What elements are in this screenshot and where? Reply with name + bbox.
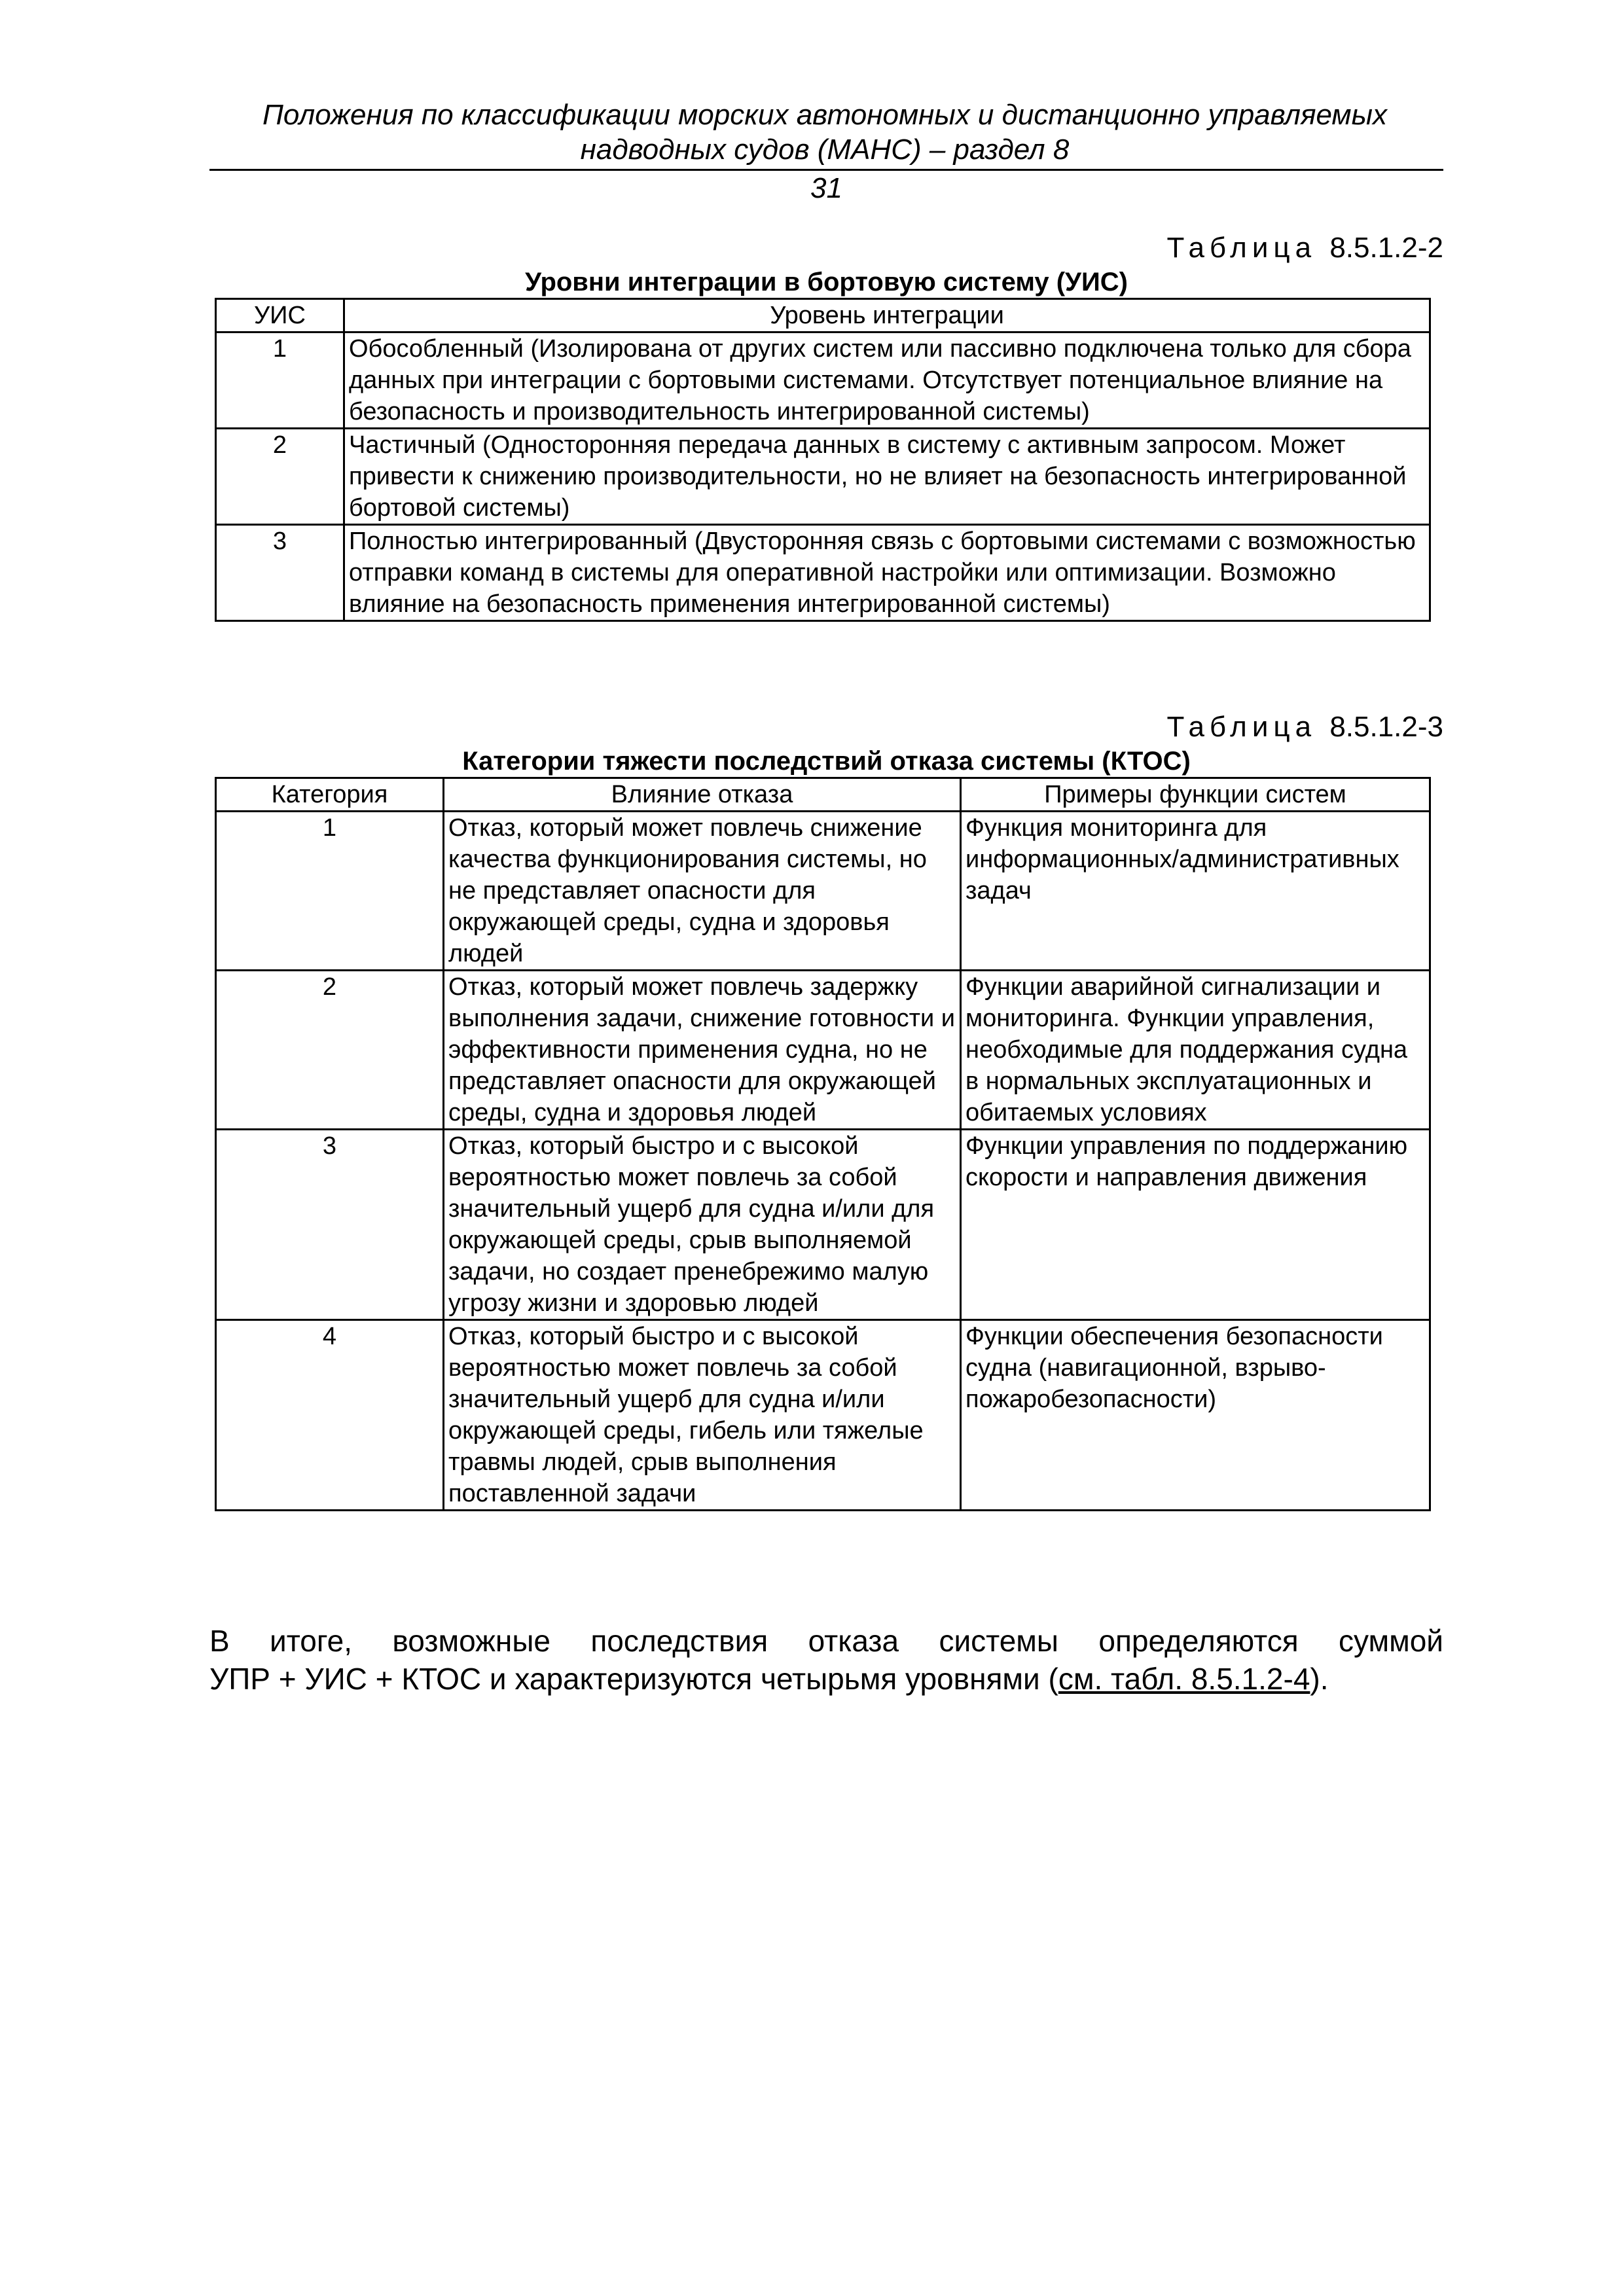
table1-number-value: 8.5.1.2-2	[1329, 232, 1443, 264]
table-row	[216, 1320, 1430, 1511]
uis-description-cell: Обособленный (Изолирована от других систем или пассивно подключена только для сбора данных при интеграции с бортовыми системами. Отсутствует потенциальное влияние на безопасность и производительность интегрированной системы)	[344, 332, 1430, 429]
uis-level-cell: 3	[216, 525, 344, 621]
table-row	[216, 525, 1430, 621]
examples-cell: Функции обеспечения безопасности судна (навигационной, взрыво-пожаробезопасности)	[961, 1320, 1430, 1511]
running-header-line1: Положения по классификации морских автономных и дистанционно управляемых	[262, 99, 1387, 131]
header-rule	[209, 169, 1443, 171]
category-cell: 2	[216, 971, 444, 1130]
category-cell: 4	[216, 1320, 444, 1511]
table-reference-link[interactable]: см. табл. 8.5.1.2-4	[1058, 1662, 1310, 1696]
table2-title: Категории тяжести последствий отказа системы (КТОС)	[462, 747, 1191, 776]
conclusion-text: УПР + УИС + КТОС и характеризуются четырьмя уровнями (	[209, 1662, 1058, 1696]
conclusion-text-end: ).	[1310, 1662, 1329, 1696]
table-row	[216, 812, 1430, 971]
column-header-uis: УИС	[216, 299, 344, 332]
category-cell: 1	[216, 812, 444, 971]
table1-label: Таблица	[1166, 232, 1317, 264]
column-header-examples: Примеры функции систем	[961, 778, 1430, 812]
conclusion-paragraph	[209, 1622, 1443, 1698]
table-row	[216, 429, 1430, 525]
examples-cell: Функция мониторинга для информационных/административных задач	[961, 812, 1430, 971]
column-header-impact: Влияние отказа	[444, 778, 961, 812]
running-header-line2: надводных судов (МАНС) – раздел 8	[580, 134, 1070, 166]
table2-number-value: 8.5.1.2-3	[1329, 711, 1443, 743]
table-row	[216, 1130, 1430, 1320]
table-header-row	[216, 299, 1430, 332]
table2-number	[1167, 710, 1443, 744]
impact-cell: Отказ, который может повлечь задержку выполнения задачи, снижение готовности и эффективности применения судна, но не представляет опасности для окружающей среды, судна и здоровья людей	[444, 971, 961, 1130]
impact-cell: Отказ, который быстро и с высокой вероятностью может повлечь за собой значительный ущерб для судна и/или окружающей среды, гибель или тяжелые травмы людей, срыв выполнения поставленной задачи	[444, 1320, 961, 1511]
column-header-level: Уровень интеграции	[344, 299, 1430, 332]
page-number: 31	[810, 172, 842, 204]
failure-severity-table	[215, 777, 1431, 1511]
table-row	[216, 971, 1430, 1130]
uis-description-cell: Частичный (Односторонняя передача данных в систему с активным запросом. Может привести к снижению производительности, но не влияет на безопасность интегрированной бортовой системы)	[344, 429, 1430, 525]
uis-level-cell: 2	[216, 429, 344, 525]
category-cell: 3	[216, 1130, 444, 1320]
table-row	[216, 332, 1430, 429]
uis-description-cell: Полностью интегрированный (Двусторонняя связь с бортовыми системами с возможностью отправки команд в системы для оперативной настройки или оптимизации. Возможно влияние на безопасность применения интегрированной системы)	[344, 525, 1430, 621]
column-header-category: Категория	[216, 778, 444, 812]
examples-cell: Функции управления по поддержанию скорости и направления движения	[961, 1130, 1430, 1320]
conclusion-line2	[209, 1660, 1443, 1698]
table1-number	[1167, 231, 1443, 265]
impact-cell: Отказ, который быстро и с высокой вероятностью может повлечь за собой значительный ущерб для судна и/или для окружающей среды, срыв выполняемой задачи, но создает пренебрежимо малую угрозу жизни и здоровью людей	[444, 1130, 961, 1320]
conclusion-line1: В итоге, возможные последствия отказа системы определяются суммой	[209, 1624, 1443, 1658]
table1-title: Уровни интеграции в бортовую систему (УИС)	[525, 268, 1128, 296]
integration-levels-table	[215, 298, 1431, 622]
impact-cell: Отказ, который может повлечь снижение качества функционирования системы, но не представляет опасности для окружающей среды, судна и здоровья людей	[444, 812, 961, 971]
examples-cell: Функции аварийной сигнализации и мониторинга. Функции управления, необходимые для поддержания судна в нормальных эксплуатационных и обитаемых условиях	[961, 971, 1430, 1130]
table2-label: Таблица	[1166, 711, 1317, 743]
table-header-row	[216, 778, 1430, 812]
uis-level-cell: 1	[216, 332, 344, 429]
